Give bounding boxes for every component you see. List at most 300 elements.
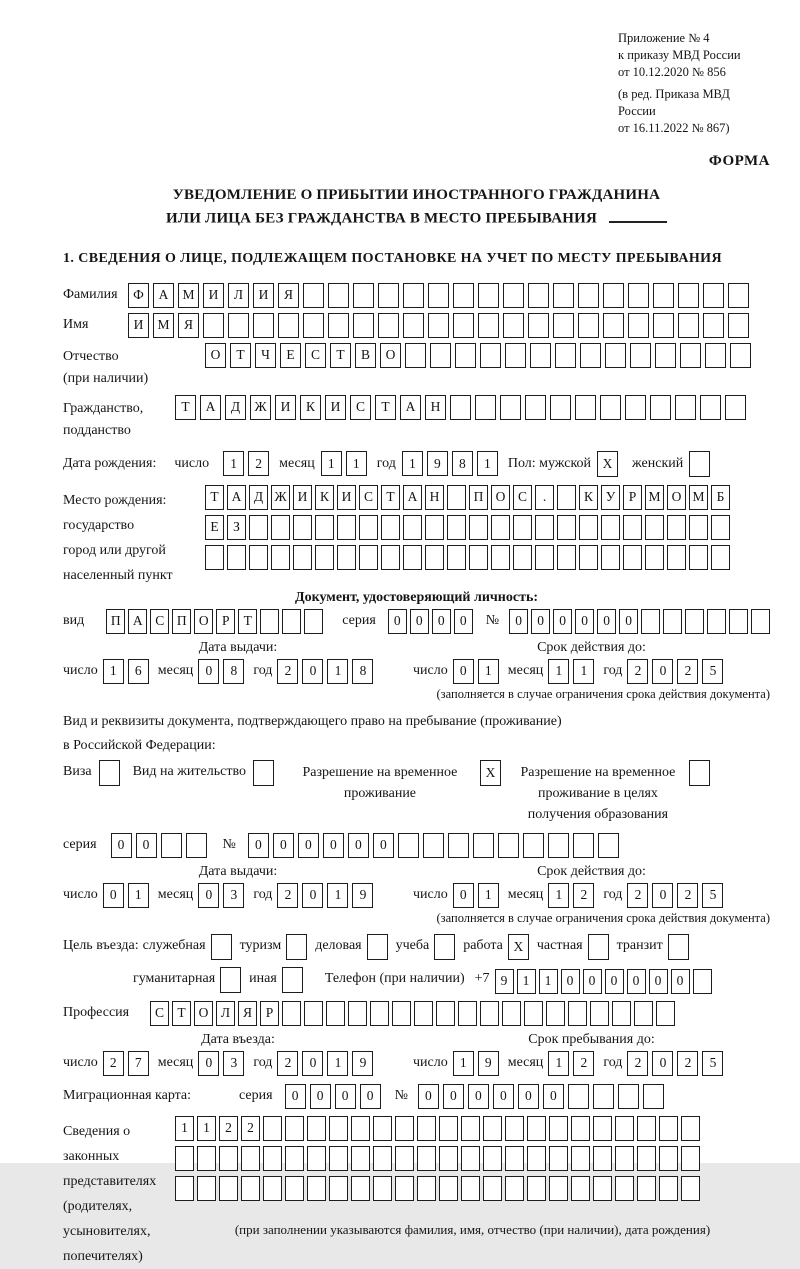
char-box[interactable]: 0 <box>273 833 294 858</box>
char-box[interactable]: Т <box>375 395 396 420</box>
firstname-input[interactable] <box>128 313 753 338</box>
char-box[interactable] <box>681 1176 700 1201</box>
checkbox-cell[interactable] <box>253 760 274 786</box>
char-box[interactable]: 9 <box>427 451 448 476</box>
char-box[interactable] <box>728 283 749 308</box>
char-box[interactable] <box>637 1176 656 1201</box>
stay-day-input[interactable] <box>453 1051 503 1076</box>
char-box[interactable]: 0 <box>652 659 673 684</box>
char-box[interactable]: 1 <box>548 1051 569 1076</box>
char-box[interactable] <box>729 609 748 634</box>
char-box[interactable] <box>598 833 619 858</box>
char-box[interactable]: К <box>579 485 598 510</box>
identity-issue-year-input[interactable] <box>277 659 377 684</box>
char-box[interactable]: О <box>380 343 401 368</box>
char-box[interactable] <box>628 283 649 308</box>
char-box[interactable]: 0 <box>348 833 369 858</box>
char-box[interactable] <box>475 395 496 420</box>
char-box[interactable] <box>263 1176 282 1201</box>
char-box[interactable] <box>628 313 649 338</box>
char-box[interactable]: М <box>645 485 664 510</box>
char-box[interactable] <box>685 609 704 634</box>
char-box[interactable] <box>630 343 651 368</box>
char-box[interactable]: 2 <box>677 1051 698 1076</box>
birthplace-line1-input[interactable] <box>205 485 733 510</box>
char-box[interactable] <box>549 1116 568 1141</box>
char-box[interactable] <box>439 1116 458 1141</box>
char-box[interactable] <box>359 545 378 570</box>
char-box[interactable]: 2 <box>573 883 594 908</box>
checkbox-cell[interactable]: X <box>597 451 618 477</box>
char-box[interactable] <box>161 833 182 858</box>
char-box[interactable] <box>573 833 594 858</box>
char-box[interactable] <box>447 515 466 540</box>
char-box[interactable]: 8 <box>352 659 373 684</box>
char-box[interactable]: 0 <box>388 609 407 634</box>
char-box[interactable] <box>403 545 422 570</box>
char-box[interactable] <box>557 485 576 510</box>
char-box[interactable] <box>571 1146 590 1171</box>
char-box[interactable]: 2 <box>248 451 269 476</box>
char-box[interactable] <box>527 1116 546 1141</box>
char-box[interactable]: 2 <box>103 1051 124 1076</box>
char-box[interactable] <box>405 343 426 368</box>
char-box[interactable]: О <box>667 485 686 510</box>
purpose-private-checkbox[interactable] <box>588 934 609 960</box>
char-box[interactable]: 2 <box>677 883 698 908</box>
char-box[interactable]: К <box>315 485 334 510</box>
char-box[interactable] <box>455 343 476 368</box>
char-box[interactable] <box>500 395 521 420</box>
doc-number-input[interactable] <box>509 609 773 634</box>
residence-expiry-month-input[interactable] <box>548 883 598 908</box>
char-box[interactable]: 2 <box>573 1051 594 1076</box>
char-box[interactable] <box>579 545 598 570</box>
purpose-transit-checkbox[interactable] <box>668 934 689 960</box>
char-box[interactable] <box>528 283 549 308</box>
checkbox-cell[interactable] <box>588 934 609 960</box>
phone-input[interactable] <box>495 969 715 994</box>
char-box[interactable] <box>315 515 334 540</box>
char-box[interactable]: В <box>355 343 376 368</box>
checkbox-cell[interactable] <box>286 934 307 960</box>
char-box[interactable] <box>689 545 708 570</box>
char-box[interactable] <box>329 1176 348 1201</box>
char-box[interactable] <box>693 969 712 994</box>
char-box[interactable]: 8 <box>223 659 244 684</box>
char-box[interactable]: 0 <box>373 833 394 858</box>
guardians-line1-input[interactable] <box>175 1116 703 1141</box>
identity-expiry-day-input[interactable] <box>453 659 503 684</box>
char-box[interactable]: 2 <box>241 1116 260 1141</box>
char-box[interactable]: И <box>128 313 149 338</box>
char-box[interactable] <box>525 395 546 420</box>
char-box[interactable]: 0 <box>649 969 668 994</box>
char-box[interactable] <box>453 313 474 338</box>
char-box[interactable]: С <box>305 343 326 368</box>
char-box[interactable] <box>315 545 334 570</box>
char-box[interactable]: 0 <box>103 883 124 908</box>
char-box[interactable] <box>590 1001 609 1026</box>
char-box[interactable] <box>549 1146 568 1171</box>
char-box[interactable]: 0 <box>198 883 219 908</box>
char-box[interactable] <box>555 343 576 368</box>
char-box[interactable]: И <box>253 283 274 308</box>
char-box[interactable] <box>637 1146 656 1171</box>
char-box[interactable] <box>417 1146 436 1171</box>
char-box[interactable] <box>645 545 664 570</box>
char-box[interactable] <box>373 1116 392 1141</box>
char-box[interactable]: 2 <box>627 659 648 684</box>
char-box[interactable] <box>568 1084 589 1109</box>
purpose-study-checkbox[interactable] <box>434 934 455 960</box>
char-box[interactable]: М <box>153 313 174 338</box>
char-box[interactable] <box>503 313 524 338</box>
char-box[interactable]: Т <box>205 485 224 510</box>
char-box[interactable] <box>228 313 249 338</box>
char-box[interactable] <box>307 1116 326 1141</box>
char-box[interactable]: 0 <box>468 1084 489 1109</box>
checkbox-cell[interactable] <box>689 451 710 477</box>
char-box[interactable] <box>282 609 301 634</box>
stay-year-input[interactable] <box>627 1051 727 1076</box>
char-box[interactable]: И <box>293 485 312 510</box>
residence-series-input[interactable] <box>111 833 211 858</box>
char-box[interactable] <box>260 609 279 634</box>
char-box[interactable]: 2 <box>219 1116 238 1141</box>
doc-kind-input[interactable] <box>106 609 326 634</box>
char-box[interactable] <box>615 1146 634 1171</box>
char-box[interactable]: С <box>513 485 532 510</box>
char-box[interactable]: 0 <box>652 883 673 908</box>
char-box[interactable] <box>203 313 224 338</box>
char-box[interactable] <box>491 515 510 540</box>
char-box[interactable]: 2 <box>277 659 298 684</box>
char-box[interactable] <box>447 545 466 570</box>
char-box[interactable] <box>453 283 474 308</box>
char-box[interactable] <box>681 1116 700 1141</box>
char-box[interactable]: Р <box>260 1001 279 1026</box>
option-visa-checkbox[interactable] <box>99 760 120 786</box>
char-box[interactable] <box>219 1146 238 1171</box>
char-box[interactable] <box>549 1176 568 1201</box>
char-box[interactable]: 0 <box>453 659 474 684</box>
char-box[interactable]: Н <box>425 485 444 510</box>
char-box[interactable] <box>439 1176 458 1201</box>
char-box[interactable]: Д <box>225 395 246 420</box>
char-box[interactable]: 2 <box>277 1051 298 1076</box>
char-box[interactable] <box>197 1146 216 1171</box>
char-box[interactable] <box>458 1001 477 1026</box>
char-box[interactable] <box>483 1116 502 1141</box>
checkbox-cell[interactable]: X <box>480 760 501 786</box>
char-box[interactable] <box>351 1146 370 1171</box>
char-box[interactable]: 0 <box>597 609 616 634</box>
char-box[interactable] <box>373 1146 392 1171</box>
checkbox-cell[interactable] <box>220 967 241 993</box>
char-box[interactable] <box>329 1146 348 1171</box>
char-box[interactable]: 1 <box>517 969 536 994</box>
char-box[interactable]: Т <box>175 395 196 420</box>
char-box[interactable]: И <box>325 395 346 420</box>
char-box[interactable] <box>430 343 451 368</box>
char-box[interactable]: 1 <box>539 969 558 994</box>
char-box[interactable]: С <box>359 485 378 510</box>
char-box[interactable] <box>403 515 422 540</box>
checkbox-cell[interactable] <box>211 934 232 960</box>
char-box[interactable] <box>241 1176 260 1201</box>
char-box[interactable] <box>568 1001 587 1026</box>
char-box[interactable]: 5 <box>702 1051 723 1076</box>
char-box[interactable] <box>645 515 664 540</box>
char-box[interactable]: 0 <box>248 833 269 858</box>
char-box[interactable]: 0 <box>583 969 602 994</box>
char-box[interactable]: 0 <box>302 659 323 684</box>
char-box[interactable] <box>730 343 751 368</box>
char-box[interactable] <box>304 609 323 634</box>
char-box[interactable] <box>503 283 524 308</box>
char-box[interactable]: Т <box>238 609 257 634</box>
char-box[interactable]: И <box>203 283 224 308</box>
char-box[interactable]: Е <box>205 515 224 540</box>
char-box[interactable] <box>643 1084 664 1109</box>
char-box[interactable] <box>285 1176 304 1201</box>
char-box[interactable] <box>328 313 349 338</box>
char-box[interactable]: Ж <box>250 395 271 420</box>
char-box[interactable]: Я <box>278 283 299 308</box>
option-temp-residence-checkbox[interactable] <box>480 760 501 786</box>
char-box[interactable] <box>527 1146 546 1171</box>
char-box[interactable] <box>678 283 699 308</box>
char-box[interactable] <box>659 1116 678 1141</box>
char-box[interactable] <box>403 313 424 338</box>
char-box[interactable] <box>728 313 749 338</box>
char-box[interactable]: А <box>403 485 422 510</box>
char-box[interactable]: А <box>400 395 421 420</box>
char-box[interactable] <box>285 1116 304 1141</box>
char-box[interactable]: Е <box>280 343 301 368</box>
char-box[interactable]: 3 <box>223 883 244 908</box>
char-box[interactable] <box>478 313 499 338</box>
char-box[interactable] <box>751 609 770 634</box>
char-box[interactable]: И <box>275 395 296 420</box>
char-box[interactable]: 6 <box>128 659 149 684</box>
char-box[interactable]: 2 <box>627 1051 648 1076</box>
char-box[interactable]: 9 <box>495 969 514 994</box>
purpose-other-checkbox[interactable] <box>282 967 303 993</box>
char-box[interactable]: П <box>469 485 488 510</box>
char-box[interactable] <box>505 1146 524 1171</box>
char-box[interactable] <box>725 395 746 420</box>
char-box[interactable] <box>219 1176 238 1201</box>
char-box[interactable] <box>571 1176 590 1201</box>
char-box[interactable]: 1 <box>548 883 569 908</box>
profession-input[interactable] <box>150 1001 678 1026</box>
char-box[interactable]: 0 <box>410 609 429 634</box>
option-residence-permit-checkbox[interactable] <box>253 760 274 786</box>
char-box[interactable] <box>530 343 551 368</box>
char-box[interactable]: 0 <box>605 969 624 994</box>
birth-day-input[interactable] <box>223 451 273 476</box>
checkbox-cell[interactable]: X <box>508 934 529 960</box>
char-box[interactable] <box>378 313 399 338</box>
char-box[interactable] <box>612 1001 631 1026</box>
char-box[interactable]: 0 <box>323 833 344 858</box>
char-box[interactable] <box>480 1001 499 1026</box>
char-box[interactable]: 9 <box>478 1051 499 1076</box>
char-box[interactable] <box>557 515 576 540</box>
char-box[interactable]: 1 <box>402 451 423 476</box>
char-box[interactable] <box>711 515 730 540</box>
char-box[interactable] <box>667 515 686 540</box>
char-box[interactable]: О <box>194 1001 213 1026</box>
char-box[interactable] <box>615 1176 634 1201</box>
char-box[interactable]: 0 <box>432 609 451 634</box>
char-box[interactable] <box>447 485 466 510</box>
char-box[interactable] <box>703 313 724 338</box>
char-box[interactable] <box>271 515 290 540</box>
char-box[interactable]: 0 <box>285 1084 306 1109</box>
char-box[interactable] <box>227 545 246 570</box>
char-box[interactable]: 0 <box>454 609 473 634</box>
char-box[interactable] <box>175 1146 194 1171</box>
char-box[interactable] <box>600 395 621 420</box>
char-box[interactable]: 0 <box>627 969 646 994</box>
char-box[interactable]: П <box>172 609 191 634</box>
char-box[interactable] <box>553 313 574 338</box>
char-box[interactable]: К <box>300 395 321 420</box>
char-box[interactable] <box>303 313 324 338</box>
char-box[interactable] <box>580 343 601 368</box>
char-box[interactable] <box>337 515 356 540</box>
char-box[interactable]: Ч <box>255 343 276 368</box>
char-box[interactable]: М <box>178 283 199 308</box>
char-box[interactable] <box>505 343 526 368</box>
char-box[interactable] <box>505 1116 524 1141</box>
char-box[interactable] <box>659 1176 678 1201</box>
sex-male-checkbox[interactable] <box>597 451 618 477</box>
char-box[interactable] <box>615 1116 634 1141</box>
char-box[interactable]: 1 <box>573 659 594 684</box>
residence-expiry-day-input[interactable] <box>453 883 503 908</box>
guardians-line3-input[interactable] <box>175 1176 703 1201</box>
char-box[interactable]: 0 <box>518 1084 539 1109</box>
char-box[interactable]: 1 <box>327 1051 348 1076</box>
char-box[interactable] <box>579 515 598 540</box>
char-box[interactable] <box>253 313 274 338</box>
birth-year-input[interactable] <box>402 451 502 476</box>
char-box[interactable] <box>675 395 696 420</box>
char-box[interactable] <box>659 1146 678 1171</box>
char-box[interactable] <box>546 1001 565 1026</box>
char-box[interactable] <box>241 1146 260 1171</box>
char-box[interactable] <box>337 545 356 570</box>
char-box[interactable] <box>417 1116 436 1141</box>
char-box[interactable]: 1 <box>477 451 498 476</box>
birth-month-input[interactable] <box>321 451 371 476</box>
char-box[interactable] <box>414 1001 433 1026</box>
char-box[interactable]: 0 <box>310 1084 331 1109</box>
char-box[interactable] <box>623 515 642 540</box>
char-box[interactable]: 1 <box>327 883 348 908</box>
char-box[interactable]: О <box>205 343 226 368</box>
char-box[interactable]: 0 <box>136 833 157 858</box>
char-box[interactable] <box>535 515 554 540</box>
char-box[interactable] <box>263 1116 282 1141</box>
char-box[interactable] <box>650 395 671 420</box>
char-box[interactable]: Т <box>172 1001 191 1026</box>
char-box[interactable] <box>381 545 400 570</box>
char-box[interactable]: Л <box>228 283 249 308</box>
char-box[interactable]: З <box>227 515 246 540</box>
char-box[interactable]: 0 <box>531 609 550 634</box>
char-box[interactable]: 7 <box>128 1051 149 1076</box>
char-box[interactable]: 1 <box>478 883 499 908</box>
char-box[interactable] <box>623 545 642 570</box>
char-box[interactable]: 0 <box>360 1084 381 1109</box>
char-box[interactable]: 0 <box>111 833 132 858</box>
char-box[interactable] <box>550 395 571 420</box>
char-box[interactable] <box>601 545 620 570</box>
char-box[interactable] <box>417 1176 436 1201</box>
char-box[interactable]: С <box>150 1001 169 1026</box>
char-box[interactable] <box>329 1116 348 1141</box>
entry-month-input[interactable] <box>198 1051 248 1076</box>
char-box[interactable] <box>351 1176 370 1201</box>
char-box[interactable] <box>373 1176 392 1201</box>
char-box[interactable] <box>448 833 469 858</box>
identity-issue-day-input[interactable] <box>103 659 153 684</box>
birthplace-line2-input[interactable] <box>205 515 733 540</box>
char-box[interactable] <box>186 833 207 858</box>
char-box[interactable] <box>263 1146 282 1171</box>
char-box[interactable]: 1 <box>223 451 244 476</box>
char-box[interactable] <box>603 313 624 338</box>
char-box[interactable]: 3 <box>223 1051 244 1076</box>
char-box[interactable] <box>513 545 532 570</box>
checkbox-cell[interactable] <box>668 934 689 960</box>
char-box[interactable] <box>398 833 419 858</box>
char-box[interactable] <box>436 1001 455 1026</box>
char-box[interactable] <box>557 545 576 570</box>
char-box[interactable] <box>703 283 724 308</box>
surname-input[interactable] <box>128 283 753 308</box>
char-box[interactable] <box>439 1146 458 1171</box>
char-box[interactable] <box>593 1084 614 1109</box>
char-box[interactable] <box>593 1176 612 1201</box>
char-box[interactable] <box>593 1116 612 1141</box>
citizenship-input[interactable] <box>175 395 750 420</box>
char-box[interactable] <box>553 283 574 308</box>
entry-day-input[interactable] <box>103 1051 153 1076</box>
char-box[interactable] <box>523 833 544 858</box>
checkbox-cell[interactable] <box>282 967 303 993</box>
char-box[interactable] <box>370 1001 389 1026</box>
char-box[interactable]: 0 <box>418 1084 439 1109</box>
char-box[interactable] <box>478 283 499 308</box>
char-box[interactable]: 0 <box>652 1051 673 1076</box>
char-box[interactable]: И <box>337 485 356 510</box>
doc-series-input[interactable] <box>388 609 476 634</box>
char-box[interactable]: Т <box>381 485 400 510</box>
residence-issue-month-input[interactable] <box>198 883 248 908</box>
char-box[interactable] <box>593 1146 612 1171</box>
guardians-line2-input[interactable] <box>175 1146 703 1171</box>
residence-issue-day-input[interactable] <box>103 883 153 908</box>
char-box[interactable]: 9 <box>352 883 373 908</box>
char-box[interactable] <box>578 313 599 338</box>
char-box[interactable]: 0 <box>509 609 528 634</box>
